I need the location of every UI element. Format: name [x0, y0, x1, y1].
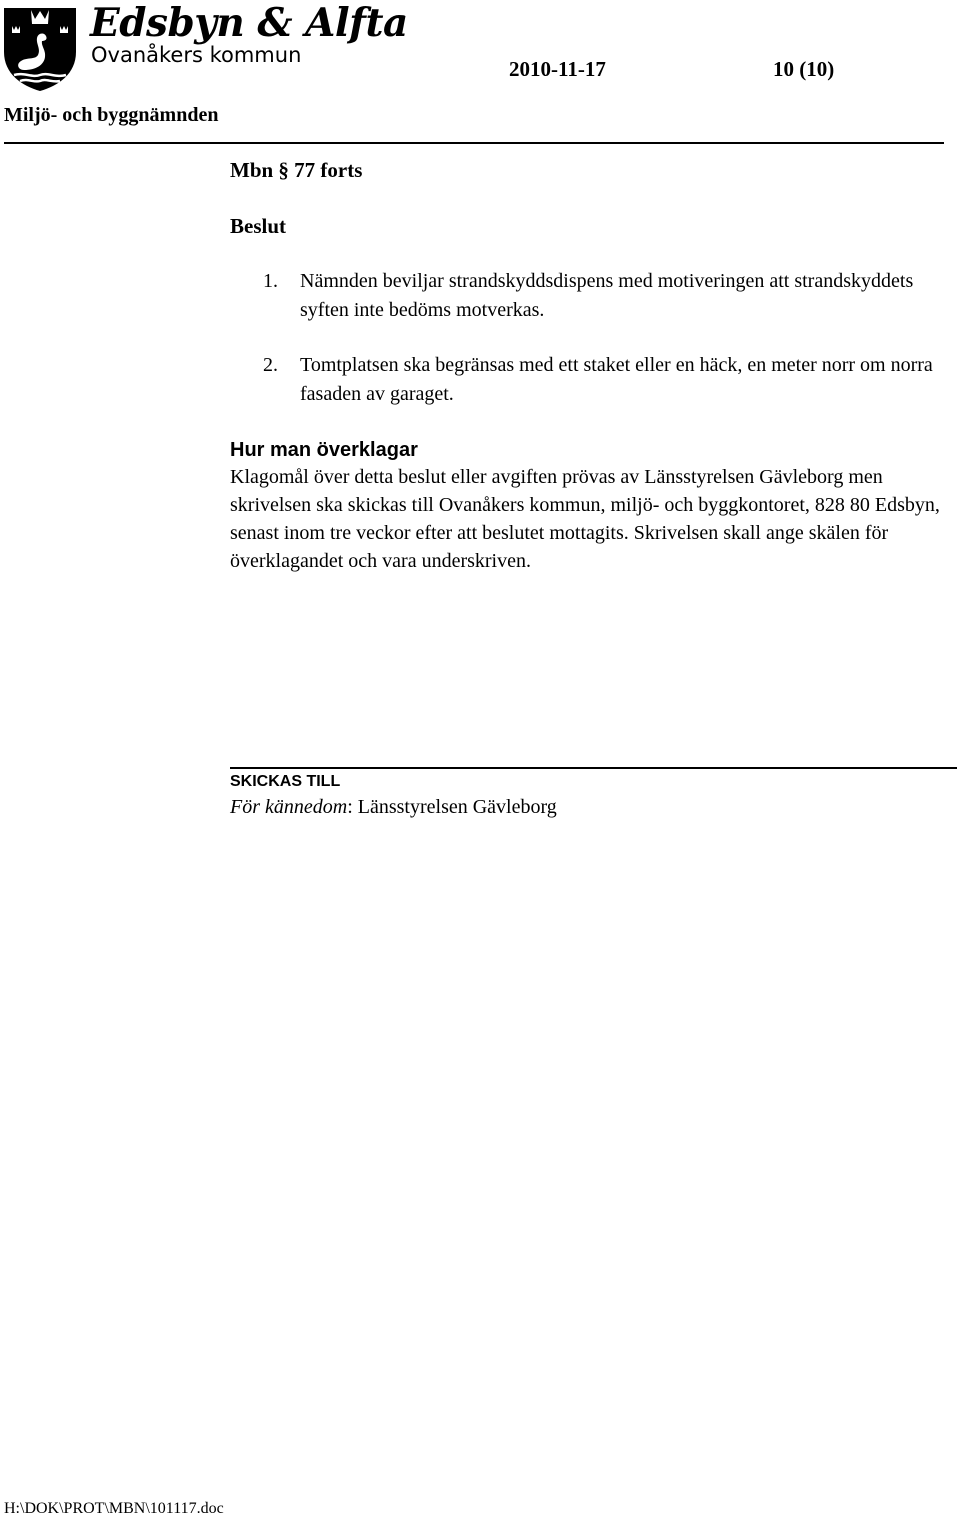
send-to-heading: SKICKAS TILL: [230, 773, 341, 790]
page-number: 10 (10): [773, 57, 835, 81]
document-date: 2010-11-17: [509, 57, 606, 81]
decision-list: [230, 267, 950, 435]
municipality-name: Edsbyn & Alfta: [90, 0, 408, 46]
section-reference: Mbn § 77 forts: [230, 158, 363, 182]
appeal-text: Klagomål över detta beslut eller avgiften prövas av Länsstyrelsen Gävleborg men skrivelsen ska skickas till Ovanåkers kommun, miljö- och byggkontoret, 828 80 Edsbyn, senast inom tre veckor efter att beslutet mottagits. Skrivelsen skall ange skälen för överklagandet och vara underskriven.: [230, 466, 940, 572]
send-to-line: [230, 793, 557, 821]
decision-heading: Beslut: [230, 214, 287, 238]
header-divider: [4, 142, 944, 144]
send-to-separator: :: [347, 796, 358, 818]
send-to-recipient: Länsstyrelsen Gävleborg: [357, 796, 557, 818]
list-item: [230, 351, 950, 408]
list-item: [230, 267, 950, 324]
send-to-divider: [230, 767, 957, 769]
municipality-subtitle: Ovanåkers kommun: [91, 43, 302, 67]
list-item-text: Nämnden beviljar strandskyddsdispens med motiveringen att strandskyddets syften inte bedöms motverkas.: [300, 270, 914, 321]
list-item-text: Tomtplatsen ska begränsas med ett staket eller en häck, en meter norr om norra fasaden av garaget.: [300, 354, 933, 405]
appeal-heading: Hur man överklagar: [230, 439, 418, 461]
municipality-logo-icon: [0, 0, 80, 92]
send-to-label: För kännedom: [230, 796, 348, 818]
list-item-number: 2.: [263, 354, 278, 376]
footer-file-path: H:\DOK\PROT\MBN\101117.doc: [4, 1500, 224, 1517]
list-item-number: 1.: [263, 270, 278, 292]
department-name: Miljö- och byggnämnden: [4, 104, 219, 126]
